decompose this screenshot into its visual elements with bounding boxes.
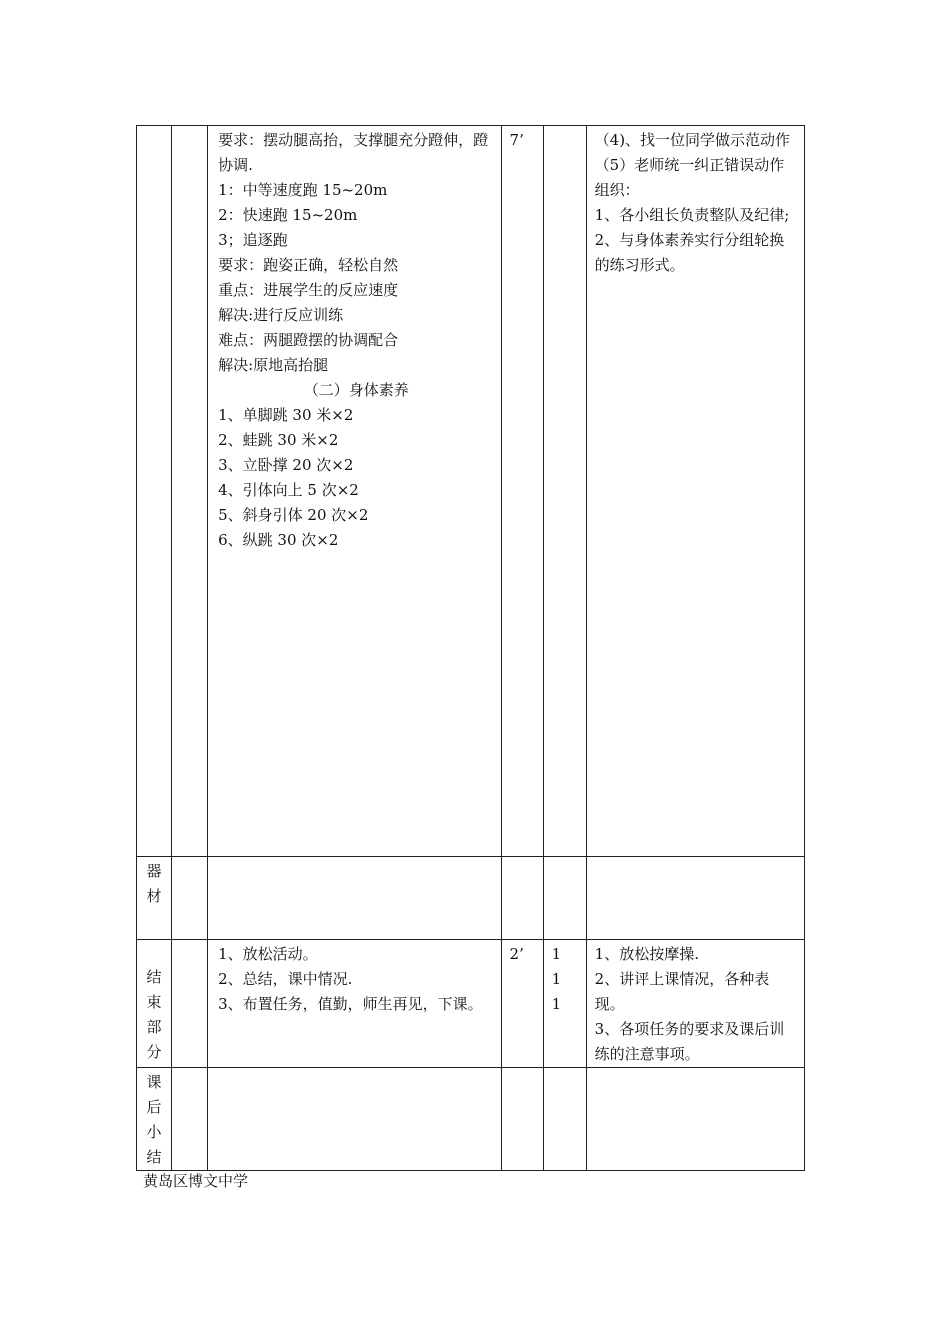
empty-cell <box>501 1068 543 1171</box>
equipment-label-char: 器 <box>146 862 162 880</box>
content-line: 解决:原地高抬腿 <box>218 356 329 374</box>
content-line: 要求：跑姿正确，轻松自然 <box>218 256 399 274</box>
count-cell <box>543 126 586 857</box>
content-line: 重点：进展学生的反应速度 <box>218 281 399 299</box>
main-section-row <box>137 126 805 857</box>
fitness-item: 4、引体向上 5 次×2 <box>218 481 359 499</box>
school-name-footer: 黄岛区博文中学 <box>143 1172 249 1190</box>
fitness-item: 3、立卧撑 20 次×2 <box>218 456 354 474</box>
end-time-cell <box>501 940 543 1068</box>
end-method-line: 1、放松按摩操. <box>594 945 699 963</box>
end-count-cell <box>543 940 586 1068</box>
end-count: 1 <box>551 970 562 988</box>
end-method-line: 2、讲评上课情况，各种表现。 <box>594 970 770 1013</box>
fitness-item: 5、斜身引体 20 次×2 <box>218 506 369 524</box>
section-title: （二）身体素养 <box>303 381 409 399</box>
method-line: 1、各小组长负责整队及纪律; <box>594 206 790 224</box>
content-line: 2：快速跑 15~20m <box>218 206 358 224</box>
summary-label-char: 结 <box>146 1148 162 1166</box>
equipment-row <box>137 857 805 940</box>
empty-cell <box>543 1068 586 1171</box>
empty-cell <box>586 857 804 940</box>
end-count: 1 <box>551 995 562 1013</box>
end-method-line: 3、各项任务的要求及课后训练的注意事项。 <box>594 1020 785 1063</box>
content-line: 解决:进行反应训练 <box>218 306 344 324</box>
method-line: 组织： <box>594 181 640 199</box>
method-cell <box>586 126 804 857</box>
end-content-line: 1、放松活动。 <box>218 945 318 963</box>
equipment-label-char: 材 <box>146 887 162 905</box>
content-line: 难点：两腿蹬摆的协调配合 <box>218 331 399 349</box>
summary-label-char: 课 <box>146 1073 162 1091</box>
summary-label-cell <box>137 1068 172 1171</box>
end-label-char: 部 <box>146 1018 162 1036</box>
empty-cell <box>172 857 208 940</box>
time-cell <box>501 126 543 857</box>
empty-cell <box>172 940 208 1068</box>
method-line: 2、与身体素养实行分组轮换的练习形式。 <box>594 231 785 274</box>
end-label-char: 分 <box>146 1043 162 1061</box>
method-line: （5）老师统一纠正错误动作 <box>594 156 785 174</box>
content-line: 要求：摆动腿高抬，支撑腿充分蹬伸，蹬协调. <box>218 131 489 174</box>
equipment-label-cell <box>137 857 172 940</box>
content-cell <box>208 126 501 857</box>
end-label-char: 束 <box>146 993 162 1011</box>
empty-cell <box>543 857 586 940</box>
time-value: 7’ <box>509 131 524 149</box>
empty-cell <box>172 1068 208 1171</box>
end-section-row <box>137 940 805 1068</box>
empty-cell <box>586 1068 804 1171</box>
summary-label-char: 小 <box>146 1123 162 1141</box>
empty-cell <box>208 857 501 940</box>
end-content-cell <box>208 940 501 1068</box>
end-label-cell <box>137 940 172 1068</box>
end-content-line: 2、总结，课中情况. <box>218 970 353 988</box>
fitness-item: 6、纵跳 30 次×2 <box>218 531 339 549</box>
content-line: 3；追逐跑 <box>218 231 288 249</box>
end-label-char: 结 <box>146 968 162 986</box>
method-line: （4)、找一位同学做示范动作 <box>594 131 791 149</box>
summary-label-char: 后 <box>146 1098 162 1116</box>
fitness-item: 2、蛙跳 30 米×2 <box>218 431 339 449</box>
section-label-cell <box>137 126 172 857</box>
end-method-cell <box>586 940 804 1068</box>
summary-row <box>137 1068 805 1171</box>
empty-cell <box>501 857 543 940</box>
content-line: 1：中等速度跑 15~20m <box>218 181 388 199</box>
empty-cell <box>208 1068 501 1171</box>
end-content-line: 3、布置任务，值勤，师生再见，下课。 <box>218 995 483 1013</box>
lesson-plan-table <box>136 125 805 1171</box>
end-time-value: 2’ <box>509 945 524 963</box>
fitness-item: 1、单脚跳 30 米×2 <box>218 406 354 424</box>
end-count: 1 <box>551 945 562 963</box>
sub-label-cell <box>172 126 208 857</box>
